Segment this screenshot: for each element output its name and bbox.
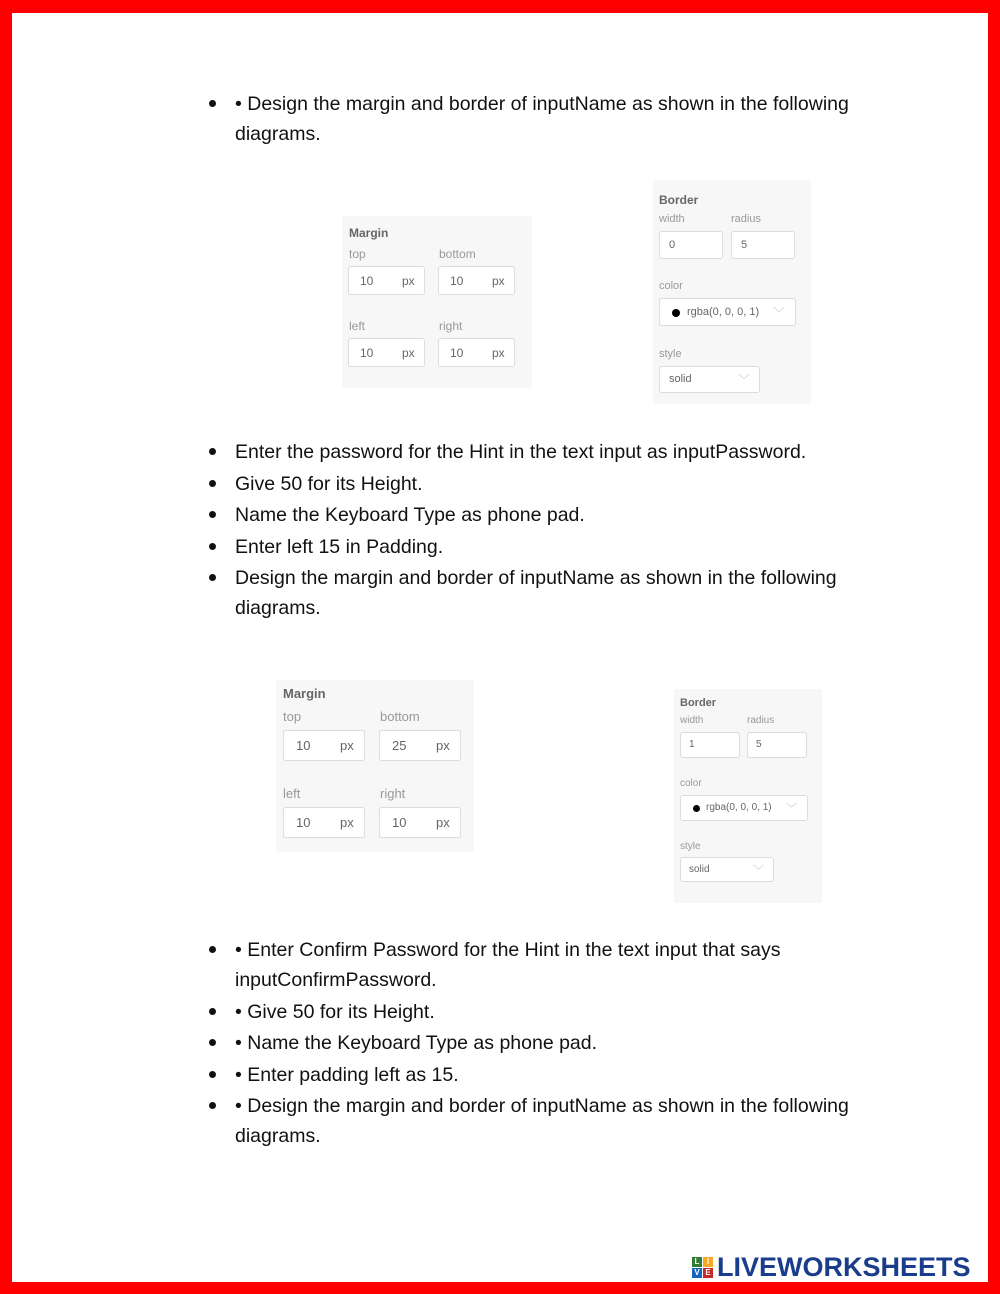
list-item: • Name the Keyboard Type as phone pad. xyxy=(200,1028,880,1058)
chevron-down-icon: ﹀ xyxy=(773,306,786,320)
border-panel-2 xyxy=(674,689,822,903)
list-item: • Give 50 for its Height. xyxy=(200,997,880,1027)
margin-right-input[interactable]: 10 px xyxy=(438,338,515,367)
list-item: • Design the margin and border of inputName as shown in the following diagrams. xyxy=(200,1091,880,1151)
bottom-label: bottom xyxy=(380,709,420,724)
width-label: width xyxy=(680,715,704,726)
radius-label: radius xyxy=(747,715,775,726)
list-item: • Design the margin and border of inputName as shown in the following diagrams. xyxy=(200,89,880,149)
instruction-list-3 xyxy=(200,935,880,1153)
border-color-select[interactable]: rgba(0, 0, 0, 1) ﹀ xyxy=(659,298,796,326)
instruction-list-1 xyxy=(200,89,880,151)
margin-bottom-input[interactable]: 10 px xyxy=(438,266,515,295)
list-item: Name the Keyboard Type as phone pad. xyxy=(200,500,880,530)
style-label: style xyxy=(680,841,701,852)
margin-top-input[interactable]: 10 px xyxy=(348,266,425,295)
instruction-list-2 xyxy=(200,437,880,625)
color-dot-icon xyxy=(693,805,700,812)
border-radius-input[interactable]: 5 xyxy=(731,231,795,259)
left-label: left xyxy=(349,319,366,333)
left-label: left xyxy=(283,786,301,801)
margin-panel-1 xyxy=(342,216,532,388)
border-radius-input[interactable]: 5 xyxy=(747,732,807,758)
right-label: right xyxy=(439,319,463,333)
style-label: style xyxy=(659,348,682,360)
list-item: Give 50 for its Height. xyxy=(200,469,880,499)
chevron-down-icon: ﹀ xyxy=(738,373,751,387)
border-title: Border xyxy=(680,697,717,709)
border-style-select[interactable]: solid ﹀ xyxy=(680,857,774,882)
chevron-down-icon: ﹀ xyxy=(786,803,797,815)
border-color-select[interactable]: rgba(0, 0, 0, 1) ﹀ xyxy=(680,795,808,821)
margin-top-input[interactable]: 10 px xyxy=(283,730,365,761)
list-item: Enter the password for the Hint in the text input as inputPassword. xyxy=(200,437,880,467)
color-dot-icon xyxy=(672,309,680,317)
logo-text: LIVEWORKSHEETS xyxy=(717,1251,971,1282)
margin-bottom-input[interactable]: 25 px xyxy=(379,730,461,761)
list-item: • Enter padding left as 15. xyxy=(200,1060,880,1090)
margin-left-input[interactable]: 10 px xyxy=(348,338,425,367)
margin-right-input[interactable]: 10 px xyxy=(379,807,461,838)
chevron-down-icon: ﹀ xyxy=(753,865,764,877)
margin-title: Margin xyxy=(283,686,326,701)
logo-grid-icon: L I V E xyxy=(692,1257,713,1278)
border-width-input[interactable]: 1 xyxy=(680,732,740,758)
border-style-select[interactable]: solid ﹀ xyxy=(659,366,760,393)
margin-panel-2 xyxy=(276,680,474,852)
right-label: right xyxy=(380,786,406,801)
margin-left-input[interactable]: 10 px xyxy=(283,807,365,838)
list-item: Enter left 15 in Padding. xyxy=(200,532,880,562)
bottom-label: bottom xyxy=(439,247,476,261)
list-item: • Enter Confirm Password for the Hint in the text input that says inputConfirmPassword. xyxy=(200,935,880,995)
list-item: Design the margin and border of inputName as shown in the following diagrams. xyxy=(200,563,880,623)
liveworksheets-logo xyxy=(692,1252,971,1282)
border-title: Border xyxy=(659,193,699,207)
margin-title: Margin xyxy=(349,226,389,240)
border-width-input[interactable]: 0 xyxy=(659,231,723,259)
width-label: width xyxy=(659,213,685,225)
color-label: color xyxy=(680,778,702,789)
border-panel-1 xyxy=(653,180,811,404)
radius-label: radius xyxy=(731,213,761,225)
color-label: color xyxy=(659,280,683,292)
top-label: top xyxy=(283,709,302,724)
top-label: top xyxy=(349,247,366,261)
